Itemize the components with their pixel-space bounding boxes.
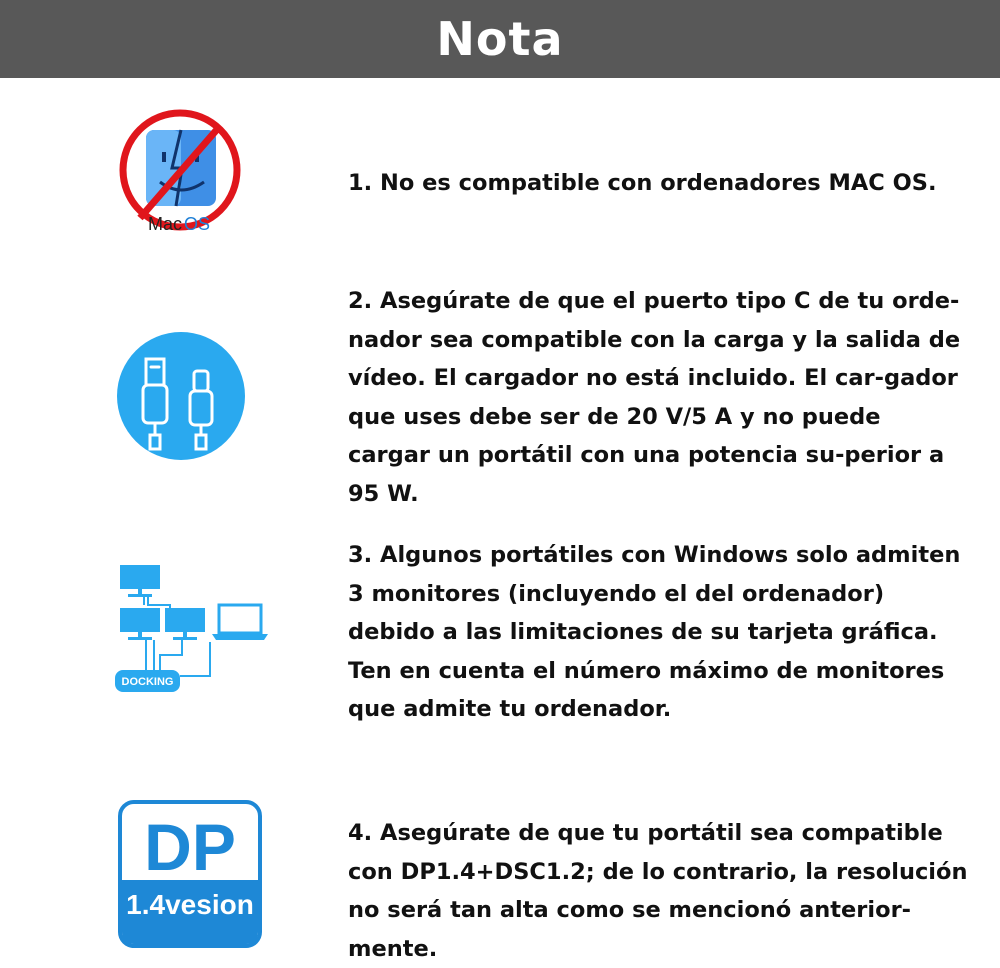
usb-cables-icon xyxy=(116,331,246,461)
docking-monitors-icon xyxy=(110,560,270,695)
displayport-icon xyxy=(118,800,262,948)
macos-label: Mac xyxy=(148,214,183,234)
page-title: Nota xyxy=(436,12,564,66)
macos-os-label: OS xyxy=(184,214,211,234)
note-3-text: 3. Algunos portátiles con Windows solo admiten 3 monitores (incluyendo el del ordenador) debido a las limitaciones de su tarjeta gráfica. Ten en cuenta el número máximo de monitores que admite tu ordenador. xyxy=(348,542,961,722)
note-2-text: 2. Asegúrate de que el puerto tipo C de tu orde-nador sea compatible con la carga y la salida de vídeo. El cargador no está incluido. El car-gador que uses debe ser de 20 V/5 A y no puede cargar un portátil con una potencia su-perior a 95 W. xyxy=(348,288,961,507)
note-4-text: 4. Asegúrate de que tu portátil sea compatible con DP1.4+DSC1.2; de lo contrario, la resolución no será tan alta como se mencionó anterior-mente. xyxy=(348,820,968,962)
dp-label: DP xyxy=(144,810,236,884)
docking-label: DOCKING xyxy=(121,676,174,688)
mac-os-prohibited-icon xyxy=(110,108,250,248)
header-bar xyxy=(0,0,1000,78)
dp-version-label: 1.4vesion xyxy=(126,889,254,920)
note-1-text: 1. No es compatible con ordenadores MAC OS. xyxy=(348,170,937,196)
